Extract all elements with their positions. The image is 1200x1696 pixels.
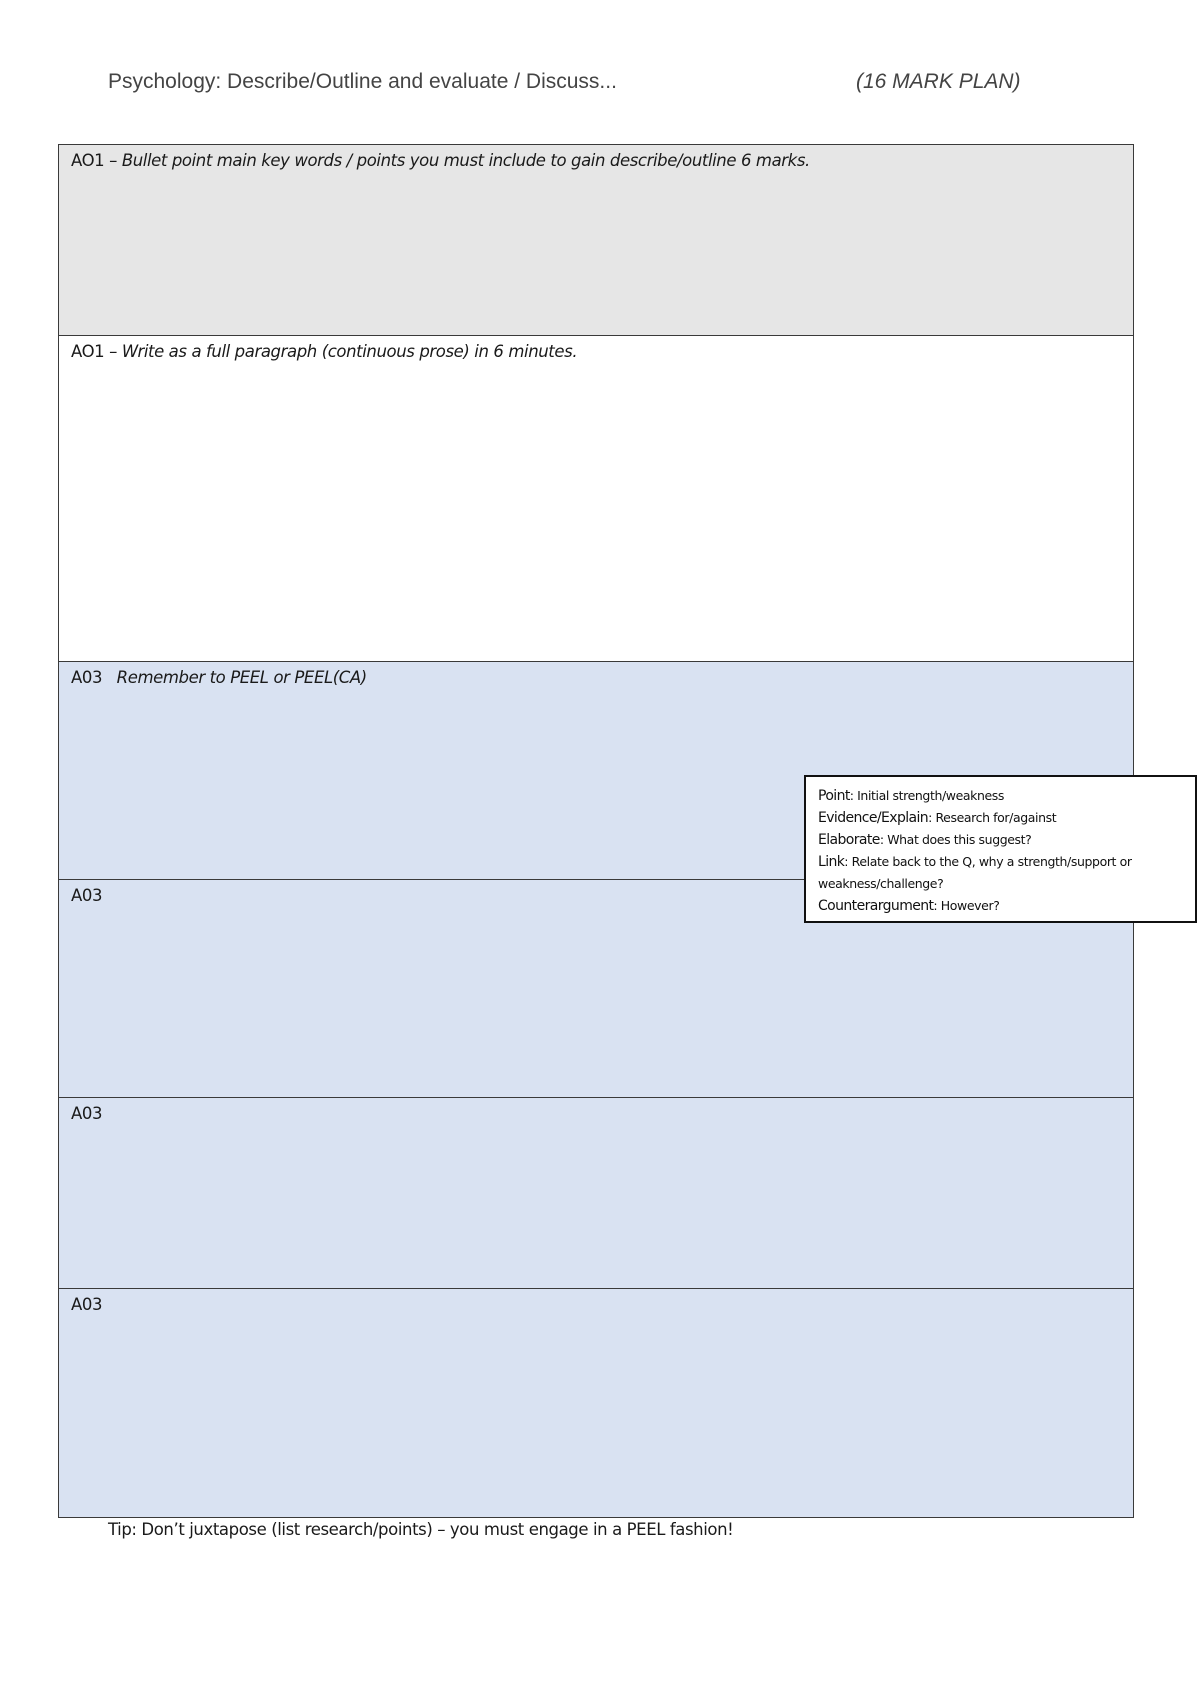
ao1-bullet-points-section[interactable] <box>59 145 1133 336</box>
tip-text: Tip: Don’t juxtapose (list research/points) – you must engage in a PEEL fashion! <box>108 1520 734 1539</box>
peel-guide-box <box>804 775 1197 923</box>
ao3-section-3[interactable] <box>59 1098 1133 1289</box>
peel-desc: : However? <box>933 898 1000 913</box>
peel-term: Evidence/Explain <box>818 810 929 826</box>
peel-item-point <box>818 785 1183 807</box>
section-instruction: Remember to PEEL or PEEL(CA) <box>116 668 367 687</box>
section-code: A03 <box>71 1295 103 1314</box>
ao1-paragraph-section[interactable] <box>59 336 1133 662</box>
peel-term: Counterargument <box>818 898 934 914</box>
plan-label: (16 MARK PLAN) <box>856 70 1021 93</box>
section-code: A03 <box>71 668 117 687</box>
peel-term: Elaborate <box>818 832 880 848</box>
section-code: A03 <box>71 1104 103 1123</box>
peel-term: Point <box>818 788 850 804</box>
peel-item-link <box>818 851 1183 895</box>
peel-desc: : Initial strength/weakness <box>849 788 1005 803</box>
section-code: AO1 – <box>71 151 122 170</box>
peel-term: Link <box>818 854 845 870</box>
peel-desc: : Research for/against <box>928 810 1057 825</box>
peel-desc: : Relate back to the Q, why a strength/support or weakness/challenge? <box>818 854 1132 891</box>
section-code: AO1 – <box>71 342 122 361</box>
page-header <box>108 70 1028 94</box>
ao3-section-4[interactable] <box>59 1289 1133 1517</box>
page-title: Psychology: Describe/Outline and evaluate / Discuss... <box>108 70 617 93</box>
section-code: A03 <box>71 886 103 905</box>
peel-item-evidence <box>818 807 1183 829</box>
peel-item-elaborate <box>818 829 1183 851</box>
peel-desc: : What does this suggest? <box>879 832 1032 847</box>
peel-item-counterargument <box>818 895 1183 917</box>
section-instruction: Bullet point main key words / points you must include to gain describe/outline 6 marks. <box>121 151 810 170</box>
section-instruction: Write as a full paragraph (continuous prose) in 6 minutes. <box>121 342 578 361</box>
